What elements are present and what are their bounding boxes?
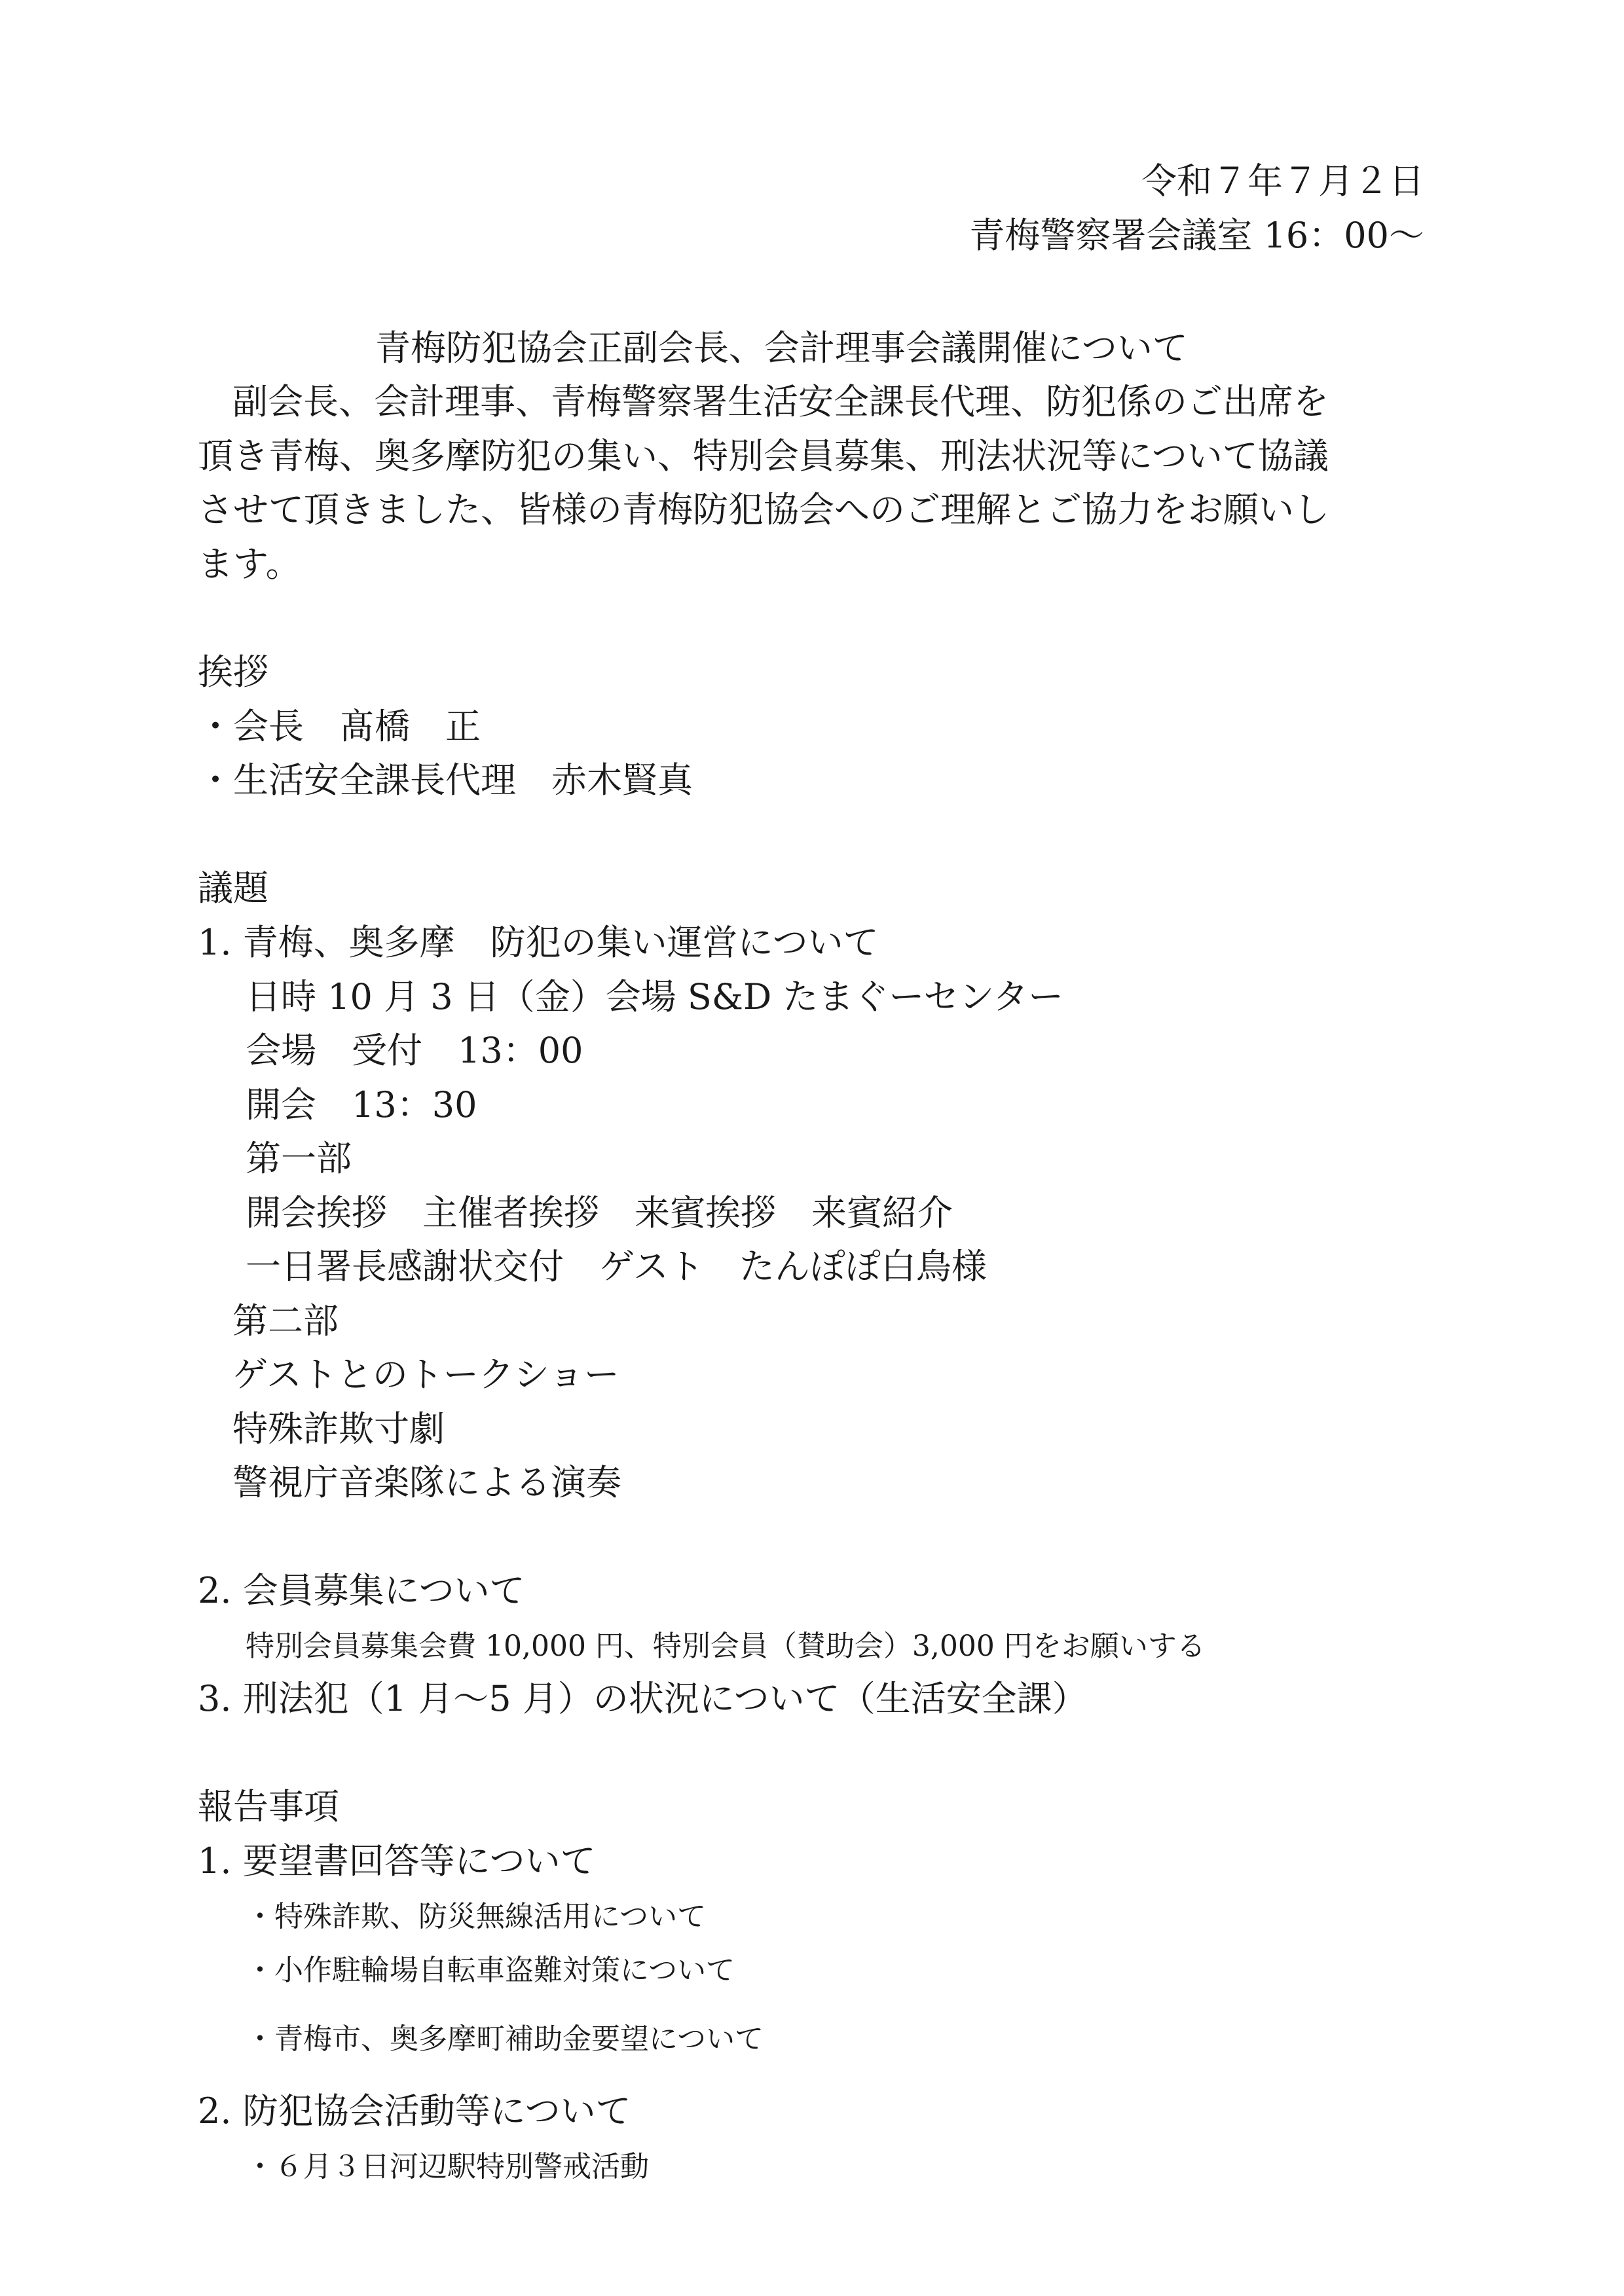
greeting-item: ・会長 髙橋 正	[198, 706, 481, 747]
reports-heading: 報告事項	[198, 1786, 339, 1827]
agenda-detail: 会場 受付 13：00	[246, 1030, 583, 1071]
report-bullet: ・小作駐輪場自転車盗難対策について	[246, 1954, 735, 1987]
report-item-title: 1. 要望書回答等について	[198, 1840, 596, 1882]
agenda-part2: 第二部	[232, 1300, 339, 1341]
intro-line: 頂き青梅、奥多摩防犯の集い、特別会員募集、刑法状況等について協議	[198, 435, 1329, 477]
report-bullet: ・青梅市、奥多摩町補助金要望について	[246, 2022, 764, 2056]
agenda-detail: 開会挨拶 主催者挨拶 来賓挨拶 来賓紹介	[246, 1192, 953, 1233]
intro-line: 副会長、会計理事、青梅警察署生活安全課長代理、防犯係のご出席を	[232, 381, 1329, 422]
greeting-heading: 挨拶	[198, 651, 268, 693]
greeting-item: ・生活安全課長代理 赤木賢真	[198, 759, 693, 801]
agenda-detail: 一日署長感謝状交付 ゲスト たんぽぽ白鳥様	[246, 1246, 987, 1287]
agenda-item-title: 3. 刑法犯（1 月～5 月）の状況について（生活安全課）	[198, 1678, 1088, 1719]
report-item-title: 2. 防犯協会活動等について	[198, 2090, 631, 2132]
agenda-part2: 特殊詐欺寸劇	[232, 1408, 445, 1449]
agenda-item-title: 1. 青梅、奥多摩 防犯の集い運営について	[198, 922, 879, 963]
intro-line: ます。	[198, 543, 301, 585]
agenda-part2: 警視庁音楽隊による演奏	[232, 1462, 621, 1503]
report-bullet: ・６月３日河辺駅特別警戒活動	[246, 2150, 649, 2183]
meeting-location: 青梅警察署会議室 16：00～	[969, 215, 1424, 256]
agenda-detail: 第一部	[246, 1138, 352, 1179]
agenda-item-title: 2. 会員募集について	[198, 1570, 525, 1611]
report-bullet: ・特殊詐欺、防災無線活用について	[246, 1900, 707, 1933]
agenda-detail: 日時 10 月 3 日（金）会場 S&D たまぐーセンター	[246, 976, 1064, 1017]
agenda-detail: 特別会員募集会費 10,000 円、特別会員（賛助会）3,000 円をお願いする	[246, 1630, 1206, 1663]
agenda-detail: 開会 13：30	[246, 1084, 477, 1125]
intro-line: させて頂きました、皆様の青梅防犯協会へのご理解とご協力をお願いし	[198, 489, 1329, 530]
agenda-heading: 議題	[198, 867, 268, 909]
document-title: 青梅防犯協会正副会長、会計理事会議開催について	[375, 327, 1188, 369]
meeting-date: 令和７年７月２日	[1141, 160, 1424, 202]
agenda-part2: ゲストとのトークショー	[232, 1354, 619, 1395]
